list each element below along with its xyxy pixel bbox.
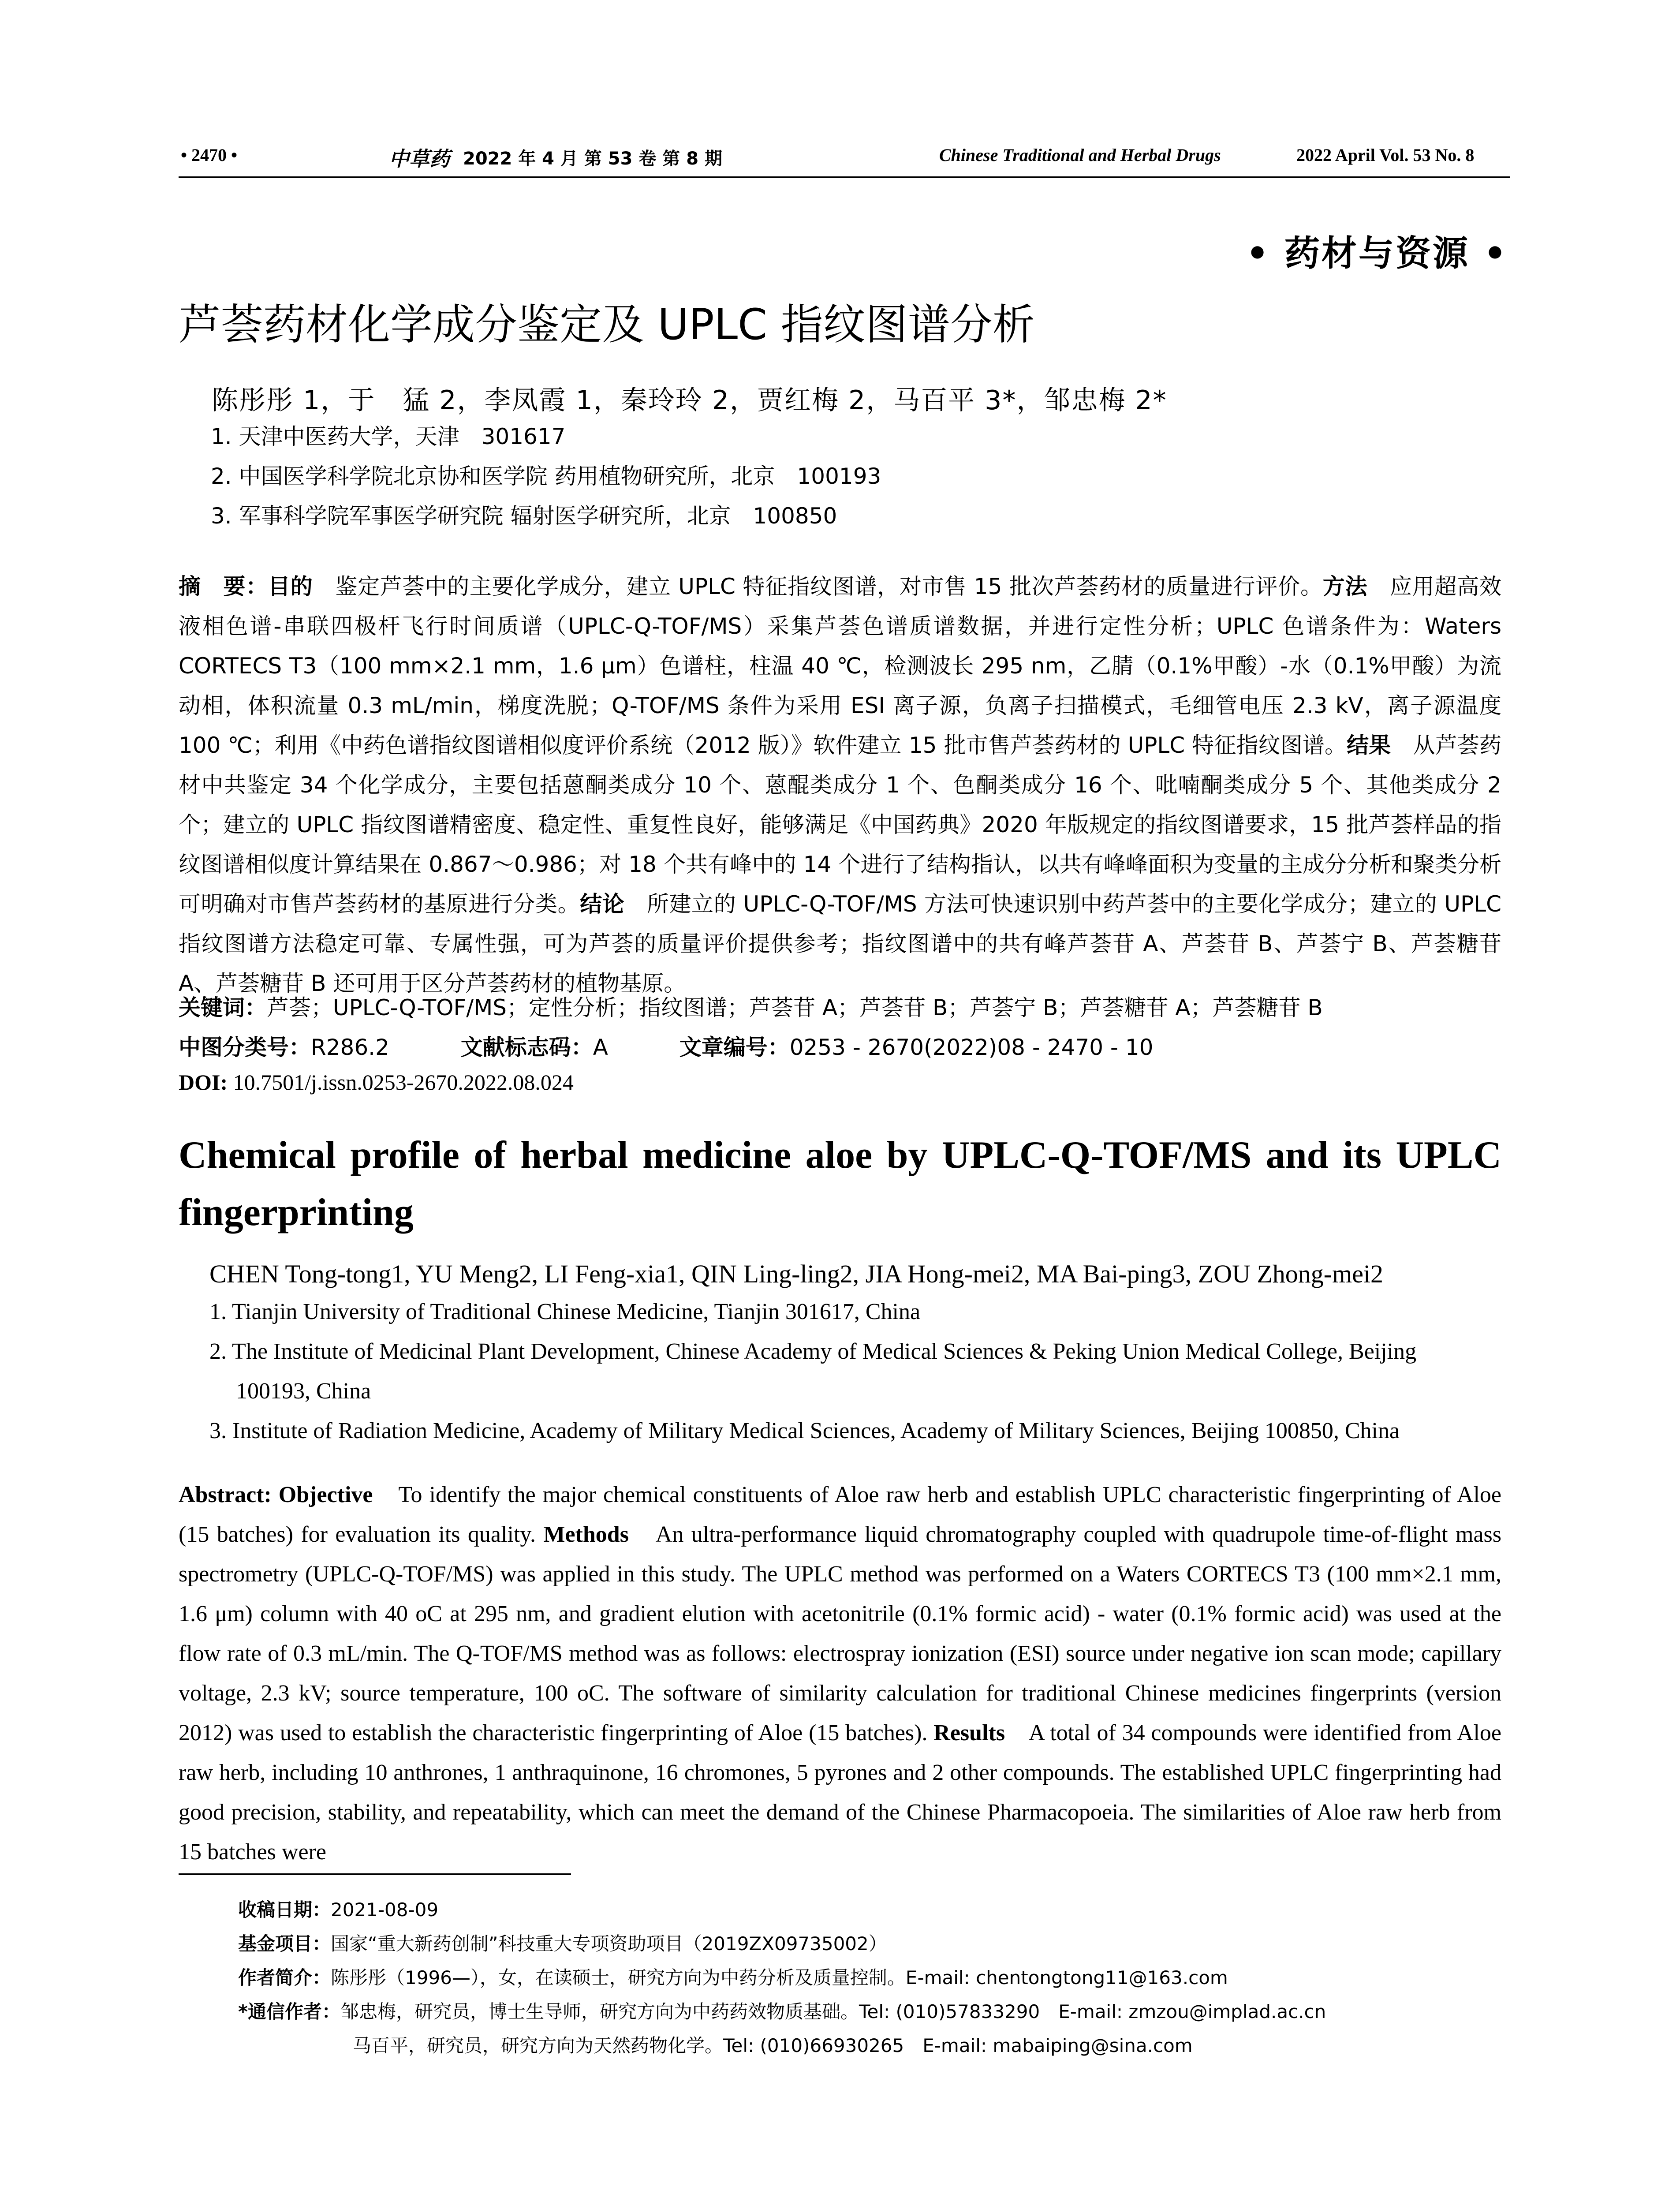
methods-label: 方法 (1322, 574, 1368, 599)
journal-logo: 中草药 (389, 148, 450, 170)
page-number: • 2470 • (181, 145, 238, 165)
corresponding-label: *通信作者： (238, 2001, 340, 2022)
objective-label: 目的 (268, 574, 313, 599)
article-id-value: 0253 - 2670(2022)08 - 2470 - 10 (789, 1035, 1154, 1060)
running-header (181, 145, 1504, 176)
header-rule (179, 176, 1510, 178)
fund-text: 国家“重大新药创制”科技重大专项资助项目（2019ZX09735002） (331, 1933, 887, 1955)
results-en-text: A total of 34 compounds were identified from Aloe raw herb, including 10 anthrones, 1 anthraquinone, 16 chromones, 5 pyrones and 2 other compounds. The established UPLC fingerprinting had good precision, stability, and repeatability, which can meet the demand of the Chinese Pharmacopoeia. The similarities of Aloe raw herb from 15 batches were (179, 1720, 1501, 1865)
affiliation-zh-3: 3. 军事科学院军事医学研究院 辐射医学研究所，北京 100850 (211, 503, 837, 529)
objective-en-text: To identify the major chemical constituents of Aloe raw herb and establish UPLC characteristic fingerprinting of Aloe (15 batches) for evaluation its quality. (179, 1482, 1501, 1547)
keywords-label: 关键词： (179, 995, 267, 1020)
section-label: • 药材与资源 • (1246, 233, 1508, 274)
conclusion-text: 所建立的 UPLC-Q-TOF/MS 方法可快速识别中药芦荟中的主要化学成分；建立的 UPLC 指纹图谱方法稳定可靠、专属性强，可为芦荟的质量评价提供参考；指纹图谱中的共有峰芦荟苷 A、芦荟苷 B、芦荟宁 B、芦荟糖苷 A、芦荟糖苷 B 还可用于区分芦荟药材的植物基原。 (179, 891, 1502, 996)
abstract-en-label: Abstract: Objective (179, 1482, 373, 1507)
doi-label: DOI: (179, 1070, 228, 1095)
title-zh: 芦荟药材化学成分鉴定及 UPLC 指纹图谱分析 (179, 300, 1035, 349)
journal-issue-en: 2022 April Vol. 53 No. 8 (1296, 145, 1475, 165)
abstract-zh (179, 567, 1501, 1003)
received-date: 2021-08-09 (331, 1899, 439, 1921)
footnote-rule (179, 1873, 571, 1875)
affiliation-en-1: 1. Tianjin University of Traditional Chinese Medicine, Tianjin 301617, China (209, 1299, 921, 1324)
methods-text: 应用超高效液相色谱-串联四极杆飞行时间质谱（UPLC-Q-TOF/MS）采集芦荟色谱质谱数据，并进行定性分析；UPLC 色谱条件为：Waters CORTECS T3（100 mm×2.1 mm，1.6 μm）色谱柱，柱温 40 ℃，检测波长 295 nm，乙腈（0.1%甲酸）-水（0.1%甲酸）为流动相，体积流量 0.3 mL/min，梯度洗脱；Q-TOF/MS 条件为采用 ESI 离子源，负离子扫描模式，毛细管电压 2.3 kV，离子源温度 100 ℃；利用《中药色谱指纹图谱相似度评价系统（2012 版）》软件建立 15 批市售芦荟药材的 UPLC 特征指纹图谱。 (179, 574, 1502, 758)
keywords-text: 芦荟；UPLC-Q-TOF/MS；定性分析；指纹图谱；芦荟苷 A；芦荟苷 B；芦荟宁 B；芦荟糖苷 A；芦荟糖苷 B (267, 995, 1323, 1020)
affiliation-en-2-cont: 100193, China (236, 1379, 371, 1404)
corresponding-text-1: 邹忠梅，研究员，博士生导师，研究方向为中药药效物质基础。Tel: (010)57833290 E-mail: zmzou@implad.ac.cn (340, 2001, 1326, 2022)
doc-code-label: 文献标志码： (460, 1035, 593, 1060)
methods-en-label: Methods (543, 1522, 629, 1547)
footnote-received (238, 1895, 438, 1922)
conclusion-label: 结论 (580, 891, 625, 917)
footnote-fund (238, 1929, 887, 1956)
affiliation-en-2: 2. The Institute of Medicinal Plant Development, Chinese Academy of Medical Sciences & Peking Union Medical College, Beijing (209, 1339, 1417, 1364)
footnote-author-bio (238, 1963, 1228, 1990)
doi-line (179, 1069, 574, 1095)
keywords (179, 990, 1323, 1022)
doc-code-value: A (593, 1035, 608, 1060)
methods-en-text: An ultra-performance liquid chromatography coupled with quadrupole time-of-flight mass spectrometry (UPLC-Q-TOF/MS) was applied in this study. The UPLC method was performed on a Waters CORTECS T3 (100 mm×2.1 mm, 1.6 μm) column with 40 oC at 295 nm, and gradient elution with acetonitrile (0.1% formic acid) - water (0.1% formic acid) was used at the flow rate of 0.3 mL/min. The Q-TOF/MS method was as follows: electrospray ionization (ESI) source under negative ion scan mode; capillary voltage, 2.3 kV; source temperature, 100 oC. The software of similarity calculation for traditional Chinese medicines fingerprints (version 2012) was used to establish the characteristic fingerprinting of Aloe (15 batches). (179, 1522, 1501, 1745)
abstract-en (179, 1475, 1501, 1872)
results-en-label: Results (933, 1720, 1005, 1745)
article-id-label: 文章编号： (679, 1035, 790, 1060)
affiliation-zh-2: 2. 中国医学科学院北京协和医学院 药用植物研究所，北京 100193 (211, 463, 881, 489)
journal-issue-zh: 2022 年 4 月 第 53 卷 第 8 期 (463, 149, 722, 169)
objective-text: 鉴定芦荟中的主要化学成分，建立 UPLC 特征指纹图谱，对市售 15 批次芦荟药材的质量进行评价。 (313, 574, 1323, 599)
fund-label: 基金项目： (238, 1933, 331, 1955)
clc-label: 中图分类号： (179, 1035, 311, 1060)
footnote-corresponding-2: 马百平，研究员，研究方向为天然药物化学。Tel: (010)66930265 E-mail: mabaiping@sina.com (353, 2035, 1193, 2056)
title-en: Chemical profile of herbal medicine aloe by UPLC-Q-TOF/MS and its UPLC fingerprinting (179, 1134, 1501, 1234)
affiliation-en-3: 3. Institute of Radiation Medicine, Academy of Military Medical Sciences, Academy of Military Sciences, Beijing 100850, China (209, 1418, 1400, 1443)
footnote-corresponding (238, 1997, 1326, 2024)
affiliation-zh-1: 1. 天津中医药大学，天津 301617 (211, 424, 566, 449)
classification-line (179, 1030, 1153, 1061)
received-label: 收稿日期： (238, 1899, 331, 1921)
abstract-label: 摘 要： (179, 574, 269, 599)
results-text: 从芦荟药材中共鉴定 34 个化学成分，主要包括蒽酮类成分 10 个、蒽醌类成分 1 个、色酮类成分 16 个、吡喃酮类成分 5 个、其他类成分 2 个；建立的 UPLC 指纹图谱精密度、稳定性、重复性良好，能够满足《中国药典》2020 年版规定的指纹图谱要求，15 批芦荟样品的指纹图谱相似度计算结果在 0.867～0.986；对 18 个共有峰中的 14 个进行了结构指认，以共有峰峰面积为变量的主成分分析和聚类分析可明确对市售芦荟药材的基原进行分类。 (179, 733, 1501, 917)
bio-text: 陈彤彤（1996—），女，在读硕士，研究方向为中药分析及质量控制。E-mail: chentongtong11@163.com (331, 1967, 1228, 1988)
authors-zh: 陈彤彤 1，于 猛 2，李凤霞 1，秦玲玲 2，贾红梅 2，马百平 3*，邹忠梅 2* (212, 385, 1167, 416)
bio-label: 作者简介： (238, 1967, 331, 1988)
clc-value: R286.2 (311, 1035, 389, 1060)
doi-value: 10.7501/j.issn.0253-2670.2022.08.024 (233, 1070, 574, 1095)
authors-en: CHEN Tong-tong1, YU Meng2, LI Feng-xia1, QIN Ling-ling2, JIA Hong-mei2, MA Bai-ping3, ZOU Zhong-mei2 (209, 1259, 1384, 1288)
results-label: 结果 (1347, 733, 1391, 758)
journal-name-en: Chinese Traditional and Herbal Drugs (939, 145, 1221, 165)
